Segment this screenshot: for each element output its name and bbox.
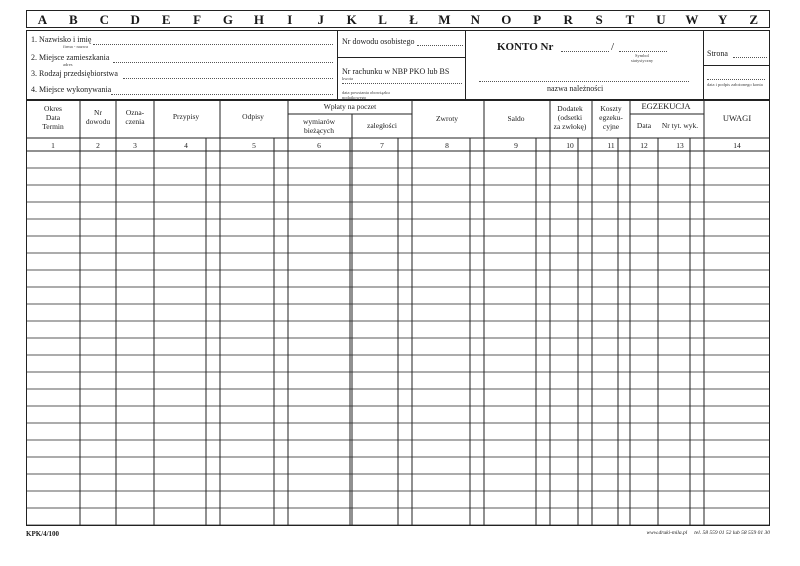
index-letter-14: N	[470, 12, 481, 27]
publisher-info	[646, 530, 770, 536]
col-number-7: 7	[380, 141, 384, 150]
col-number-10: 10	[566, 141, 574, 150]
address-label: 2. Miejsce zamieszkania	[31, 53, 110, 62]
col-number-5: 5	[252, 141, 256, 150]
receivable-name-label: nazwa należności	[547, 84, 604, 93]
index-letter-8: I	[287, 12, 293, 27]
index-letter-15: O	[501, 12, 512, 27]
index-letter-22: Y	[718, 12, 728, 27]
ledger-grid-lines	[26, 100, 770, 526]
name-label: 1. Nazwisko i imię	[31, 35, 92, 44]
form-code: KPK/4/100	[26, 530, 60, 538]
index-letter-5: F	[193, 12, 202, 27]
index-letter-12: Ł	[409, 12, 418, 27]
index-letter-13: M	[438, 12, 451, 27]
publisher-phone: tel. 58 559 01 52 lub 58 559 01 30	[694, 530, 770, 536]
index-letter-17: R	[563, 12, 573, 27]
col-header-remarks: UWAGI	[722, 113, 752, 123]
form-header: 1. Nazwisko i imię firma - nazwa 2. Miejsce zamieszkania adres 3. Rodzaj przedsiębiorstwa 4. Miejsce wykonywania Nr dowodu osobistego Nr rachunku w NBP PKO lub BS kwota data powstania obowiązku podatkowego KONTO Nr / Symbol statystyczny nazwa należności Strona data i podpis założonego konta	[26, 30, 770, 100]
col-number-8: 8	[445, 141, 449, 150]
index-letter-16: P	[533, 12, 542, 27]
index-letter-0: A	[37, 12, 48, 27]
bank-amount-sublabel: kwota	[342, 76, 353, 81]
alphabet-index-row	[26, 10, 770, 28]
col-number-12: 12	[640, 141, 648, 150]
workplace-label: 4. Miejsce wykonywania	[31, 85, 112, 94]
index-letter-11: L	[378, 12, 387, 27]
col-header-enforcement-costs: Koszty egzeku- cyjne	[599, 104, 623, 131]
col-number-3: 3	[133, 141, 137, 150]
account-number-label: KONTO Nr	[497, 41, 554, 53]
index-letter-10: K	[346, 12, 357, 27]
col-header-balance: Saldo	[507, 114, 525, 123]
page-label: Strona	[707, 49, 728, 58]
col-number-4: 4	[184, 141, 188, 150]
index-letter-18: S	[595, 12, 603, 27]
col-header-interest: Dodatek (odsetki za zwłokę)	[553, 104, 587, 131]
index-letter-21: W	[685, 12, 699, 27]
index-letter-20: U	[656, 12, 666, 27]
col-number-9: 9	[514, 141, 518, 150]
col-header-title-no: Nr tyt. wyk.	[661, 121, 699, 130]
col-header-refunds: Zwroty	[435, 114, 459, 123]
publisher-site: www.druki-mila.pl	[646, 530, 688, 536]
col-number-13: 13	[676, 141, 684, 150]
col-header-period: Okres Data Termin	[42, 104, 64, 131]
col-header-enforcement-group: EGZEKUCJA	[641, 101, 691, 111]
bank-account-label: Nr rachunku w NBP PKO lub BS	[342, 67, 450, 76]
col-header-payments-group: Wpłaty na poczet	[323, 102, 377, 111]
col-header-current: wymiarów bieżących	[302, 117, 336, 135]
signature-sublabel: data i podpis założonego konta	[707, 82, 763, 87]
index-letter-2: C	[99, 12, 109, 27]
col-number-1: 1	[51, 141, 55, 150]
statistic-symbol-sublabel: Symbol statystyczny	[630, 53, 654, 63]
tax-date-sublabel: data powstania obowiązku podatkowego	[342, 90, 390, 100]
col-header-arrears: zaległości	[367, 121, 397, 130]
col-header-markings: Ozna- czenia	[125, 108, 145, 126]
name-sublabel: firma - nazwa	[63, 44, 88, 49]
business-type-label: 3. Rodzaj przedsiębiorstwa	[31, 69, 118, 78]
index-letter-19: T	[625, 12, 635, 27]
index-letter-3: D	[130, 12, 140, 27]
index-letter-7: H	[253, 12, 264, 27]
col-number-14: 14	[733, 141, 741, 150]
col-number-11: 11	[607, 141, 615, 150]
index-letter-9: J	[317, 12, 324, 27]
index-letter-1: B	[69, 12, 78, 27]
col-number-2: 2	[96, 141, 100, 150]
address-sublabel: adres	[63, 62, 73, 67]
index-letter-23: Z	[749, 12, 758, 27]
id-document-label: Nr dowodu osobistego	[342, 37, 415, 46]
col-header-document-no: Nr dowodu	[85, 108, 111, 126]
index-letter-4: E	[161, 12, 171, 27]
col-number-6: 6	[317, 141, 321, 150]
index-letter-6: G	[222, 12, 234, 27]
col-header-write-offs: Odpisy	[242, 112, 264, 121]
ledger-table	[26, 100, 770, 526]
col-header-date: Data	[636, 121, 652, 130]
col-header-charges: Przypisy	[172, 112, 200, 121]
